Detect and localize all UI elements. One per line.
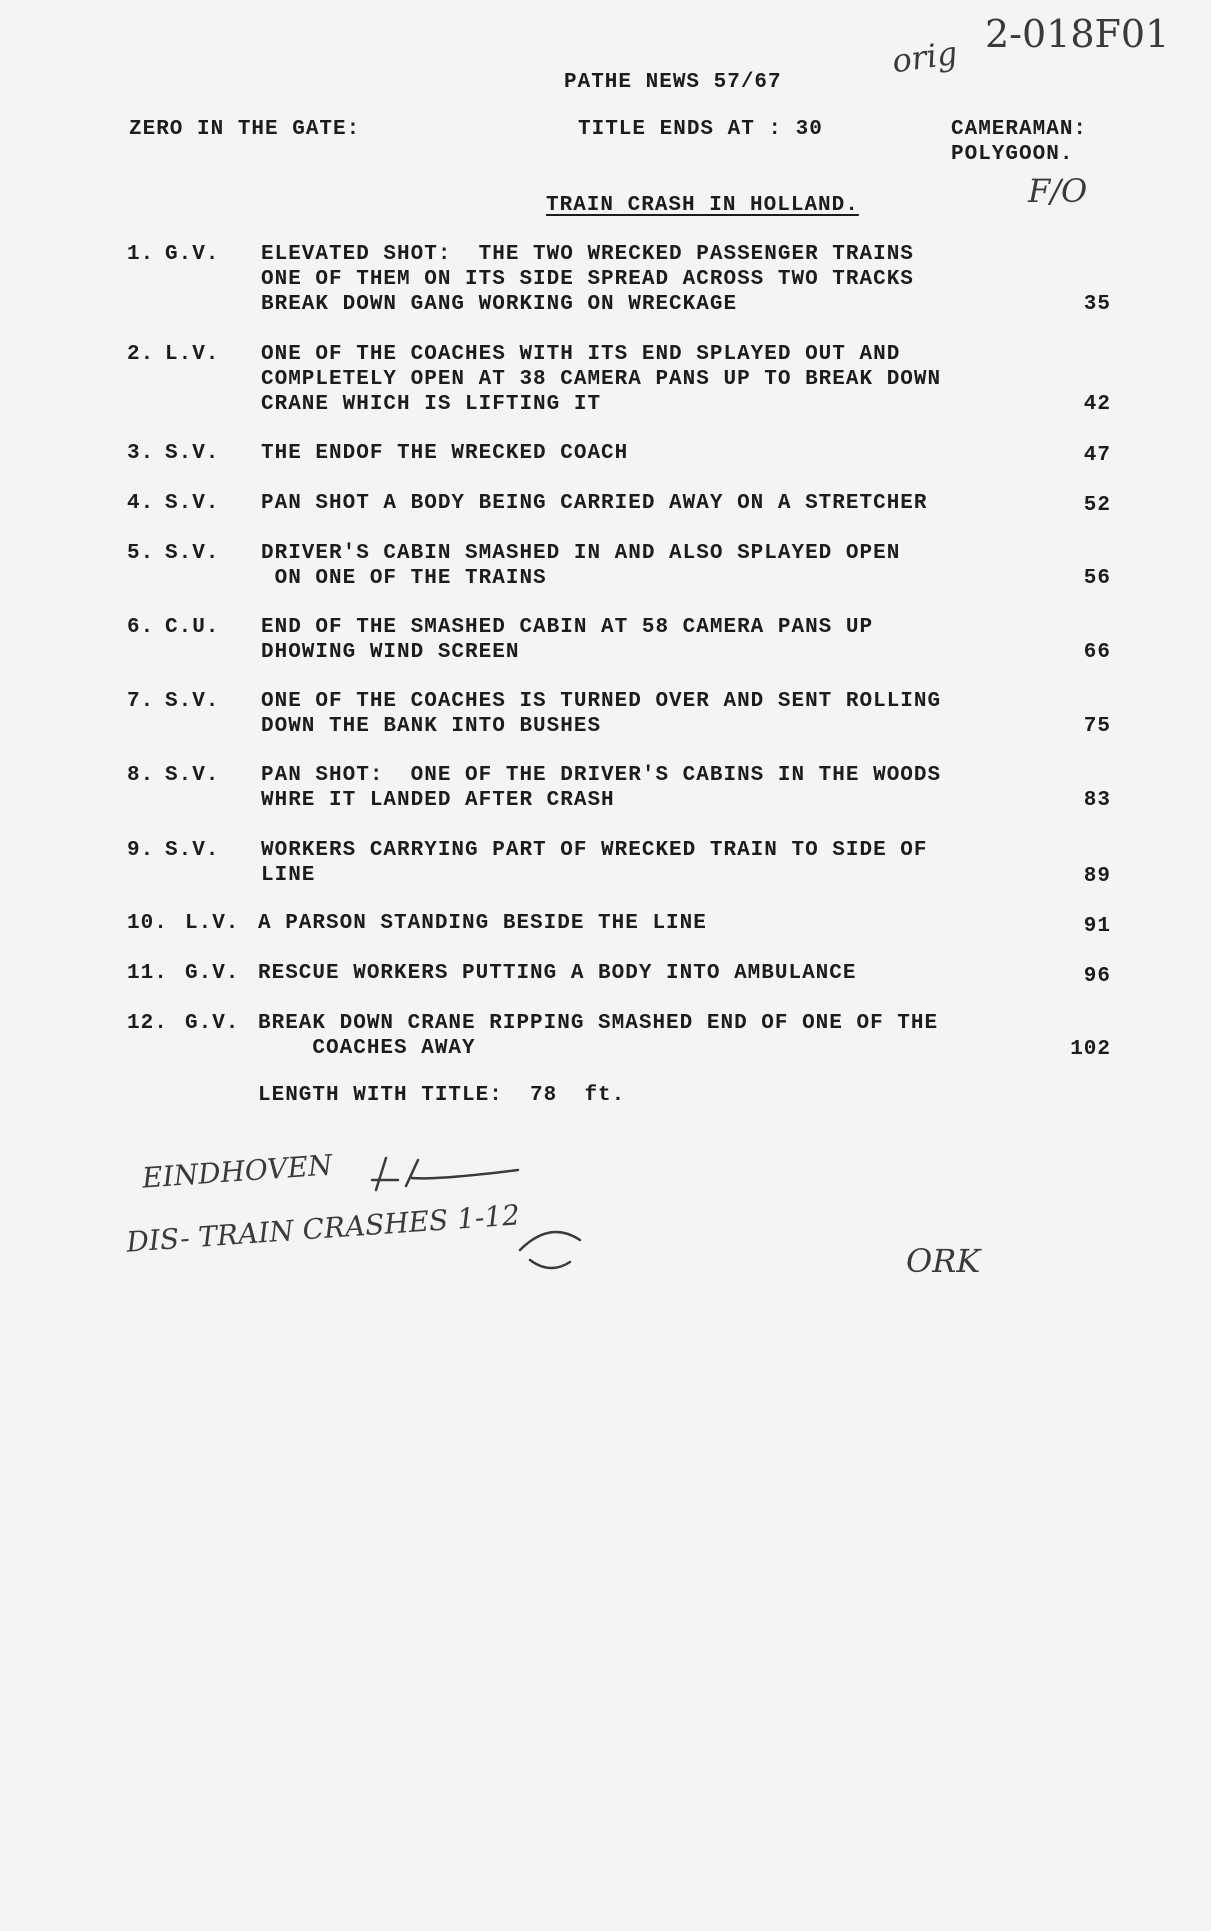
shot-footage: 42 [1083, 393, 1111, 416]
shot-description-line: CRANE WHICH IS LIFTING IT [261, 393, 602, 416]
handwritten-ork: ORK [906, 1242, 981, 1280]
shot-row-7 [0, 689, 1211, 744]
shot-footage: 89 [1083, 865, 1111, 888]
shot-description-line: LINE [261, 864, 316, 887]
shot-description-line: DRIVER'S CABIN SMASHED IN AND ALSO SPLAYED OPEN [261, 542, 901, 565]
shot-footage: 102 [1070, 1038, 1111, 1061]
shot-number: 9. [127, 839, 155, 862]
shot-type: S.V. [165, 690, 220, 713]
shot-description-line: PAN SHOT A BODY BEING CARRIED AWAY ON A STRETCHER [261, 492, 928, 515]
shot-description-line: THE ENDOF THE WRECKED COACH [261, 442, 629, 465]
shot-description-line: BREAK DOWN GANG WORKING ON WRECKAGE [261, 293, 738, 316]
shot-row-6 [0, 615, 1211, 670]
handwritten-reference: 2-018F01 [985, 12, 1170, 56]
shot-description-line: A PARSON STANDING BESIDE THE LINE [258, 912, 707, 935]
shot-number: 12. [127, 1012, 168, 1035]
shot-description-line: ON ONE OF THE TRAINS [261, 567, 547, 590]
shot-description-line: PAN SHOT: ONE OF THE DRIVER'S CABINS IN THE WOODS [261, 764, 942, 787]
shot-footage: 52 [1083, 494, 1111, 517]
shot-description-line: COMPLETELY OPEN AT 38 CAMERA PANS UP TO BREAK DOWN [261, 368, 942, 391]
shot-row-9 [0, 838, 1211, 893]
handwritten-fo: F/O [1028, 172, 1088, 210]
shot-row-3 [0, 441, 1211, 471]
shot-number: 5. [127, 542, 155, 565]
handwritten-dis-note: DIS- TRAIN CRASHES 1-12 [125, 1198, 521, 1259]
shot-row-1 [0, 242, 1211, 322]
shot-row-12 [0, 1011, 1211, 1066]
shot-type: S.V. [165, 839, 220, 862]
shot-row-4 [0, 491, 1211, 521]
handwritten-scribble-icon [510, 1200, 590, 1280]
shot-footage: 47 [1083, 444, 1111, 467]
handwritten-initials-icon [368, 1150, 528, 1200]
shot-number: 4. [127, 492, 155, 515]
shot-footage: 35 [1083, 293, 1111, 316]
handwritten-place: EINDHOVEN [141, 1148, 334, 1195]
shot-footage: 56 [1083, 567, 1111, 590]
shot-number: 3. [127, 442, 155, 465]
shot-row-8 [0, 763, 1211, 818]
zero-in-gate-label: ZERO IN THE GATE: [129, 118, 361, 141]
shot-row-2 [0, 342, 1211, 422]
shot-footage: 66 [1083, 641, 1111, 664]
shot-number: 8. [127, 764, 155, 787]
shot-description-line: END OF THE SMASHED CABIN AT 58 CAMERA PANS UP [261, 616, 874, 639]
shot-footage: 91 [1083, 915, 1111, 938]
cameraman-name: POLYGOON. [951, 143, 1074, 166]
shot-type: L.V. [185, 912, 240, 935]
shot-number: 10. [127, 912, 168, 935]
shot-row-10 [0, 911, 1211, 941]
shot-description-line: DHOWING WIND SCREEN [261, 641, 520, 664]
newsreel-title: PATHE NEWS 57/67 [564, 71, 782, 94]
shot-number: 6. [127, 616, 155, 639]
shot-number: 7. [127, 690, 155, 713]
shot-footage: 83 [1083, 789, 1111, 812]
cameraman-label: CAMERAMAN: [951, 118, 1088, 141]
shot-description-line: WORKERS CARRYING PART OF WRECKED TRAIN TO SIDE OF [261, 839, 928, 862]
shot-description-line: ONE OF THEM ON ITS SIDE SPREAD ACROSS TWO TRACKS [261, 268, 914, 291]
shot-description-line: ELEVATED SHOT: THE TWO WRECKED PASSENGER TRAINS [261, 243, 914, 266]
title-ends-label: TITLE ENDS AT : 30 [578, 118, 823, 141]
length-with-title: LENGTH WITH TITLE: 78 ft. [258, 1084, 626, 1107]
shot-description-line: DOWN THE BANK INTO BUSHES [261, 715, 602, 738]
shot-type: G.V. [185, 962, 240, 985]
shot-type: S.V. [165, 492, 220, 515]
shot-type: G.V. [165, 243, 220, 266]
story-title: TRAIN CRASH IN HOLLAND. [546, 194, 859, 217]
shot-number: 2. [127, 343, 155, 366]
shot-description-line: ONE OF THE COACHES WITH ITS END SPLAYED OUT AND [261, 343, 901, 366]
shot-footage: 75 [1083, 715, 1111, 738]
shot-type: L.V. [165, 343, 220, 366]
shot-type: G.V. [185, 1012, 240, 1035]
shot-footage: 96 [1083, 965, 1111, 988]
shot-description-line: BREAK DOWN CRANE RIPPING SMASHED END OF ONE OF THE [258, 1012, 939, 1035]
shot-type: S.V. [165, 442, 220, 465]
shot-description-line: WHRE IT LANDED AFTER CRASH [261, 789, 615, 812]
shot-row-11 [0, 961, 1211, 991]
shot-description-line: ONE OF THE COACHES IS TURNED OVER AND SENT ROLLING [261, 690, 942, 713]
shot-type: S.V. [165, 542, 220, 565]
shot-number: 11. [127, 962, 168, 985]
shot-type: S.V. [165, 764, 220, 787]
shot-number: 1. [127, 243, 155, 266]
handwritten-orig: orig [889, 33, 960, 81]
shot-type: C.U. [165, 616, 220, 639]
shot-description-line: RESCUE WORKERS PUTTING A BODY INTO AMBULANCE [258, 962, 857, 985]
shot-row-5 [0, 541, 1211, 596]
shot-description-line: COACHES AWAY [258, 1037, 476, 1060]
